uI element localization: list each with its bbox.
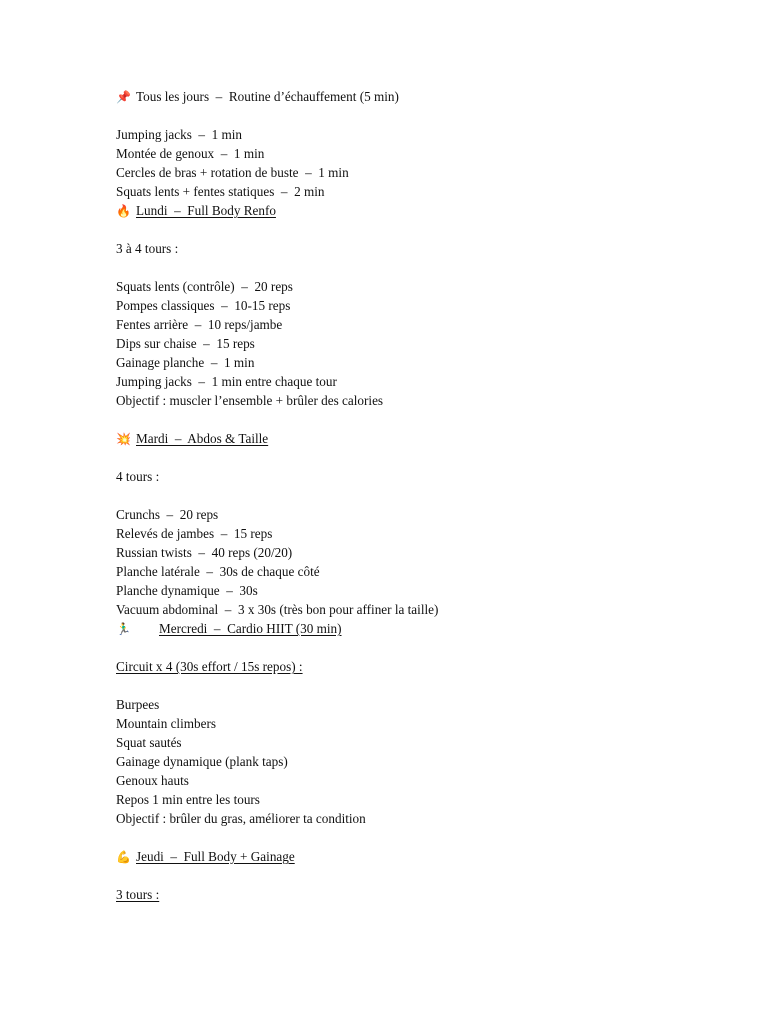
text-line: Jumping jacks – 1 min <box>116 127 243 142</box>
text-line: Squat sautés <box>116 735 182 750</box>
text-line: Squats lents + fentes statiques – 2 min <box>116 184 325 199</box>
tuesday-heading <box>116 429 268 449</box>
text-line: Pompes classiques – 10-15 reps <box>116 298 291 313</box>
wednesday-heading <box>116 619 342 639</box>
rounds-heading: 3 tours : <box>116 887 160 902</box>
text-line: Squats lents (contrôle) – 20 reps <box>116 279 293 294</box>
text-line: Planche dynamique – 30s <box>116 583 258 598</box>
text-line: Gainage dynamique (plank taps) <box>116 754 288 769</box>
text-line: Gainage planche – 1 min <box>116 355 255 370</box>
text-line: Jumping jacks – 1 min entre chaque tour <box>116 374 337 389</box>
circuit-heading: Circuit x 4 (30s effort / 15s repos) : <box>116 659 303 674</box>
monday-heading-text: Lundi – Full Body Renfo <box>136 203 276 218</box>
text-line: Relevés de jambes – 15 reps <box>116 526 273 541</box>
text-line: Mountain climbers <box>116 716 216 731</box>
text-line: Repos 1 min entre les tours <box>116 792 260 807</box>
text-line: Objectif : muscler l’ensemble + brûler des calories <box>116 393 384 408</box>
pushpin-icon: 📌 <box>116 90 131 104</box>
text-line: Genoux hauts <box>116 773 189 788</box>
text-line: Cercles de bras + rotation de buste – 1 min <box>116 165 349 180</box>
text-line: Objectif : brûler du gras, améliorer ta condition <box>116 811 366 826</box>
text-line: 4 tours : <box>116 469 160 484</box>
text-line: Planche latérale – 30s de chaque côté <box>116 564 320 579</box>
text-line: Dips sur chaise – 15 reps <box>116 336 255 351</box>
text-line: Fentes arrière – 10 reps/jambe <box>116 317 283 332</box>
collision-icon: 💥 <box>116 432 131 446</box>
tuesday-heading-text: Mardi – Abdos & Taille <box>136 431 269 446</box>
thursday-heading <box>116 847 295 867</box>
text-line: Crunchs – 20 reps <box>116 507 219 522</box>
runner-icon: 🏃‍♂️ <box>116 622 131 636</box>
monday-heading <box>116 201 276 221</box>
thursday-heading-text: Jeudi – Full Body + Gainage <box>136 849 295 864</box>
text-line: Russian twists – 40 reps (20/20) <box>116 545 293 560</box>
routine-heading <box>116 87 399 107</box>
wednesday-heading-text: Mercredi – Cardio HIIT (30 min) <box>159 621 342 636</box>
text-line: Burpees <box>116 697 160 712</box>
text-line: Montée de genoux – 1 min <box>116 146 265 161</box>
text-line: 3 à 4 tours : <box>116 241 179 256</box>
flexed-biceps-icon: 💪 <box>116 850 131 864</box>
fire-icon: 🔥 <box>116 204 131 218</box>
text-line: Vacuum abdominal – 3 x 30s (très bon pour affiner la taille) <box>116 602 439 617</box>
routine-heading-text: Tous les jours – Routine d’échauffement (5 min) <box>136 89 399 104</box>
